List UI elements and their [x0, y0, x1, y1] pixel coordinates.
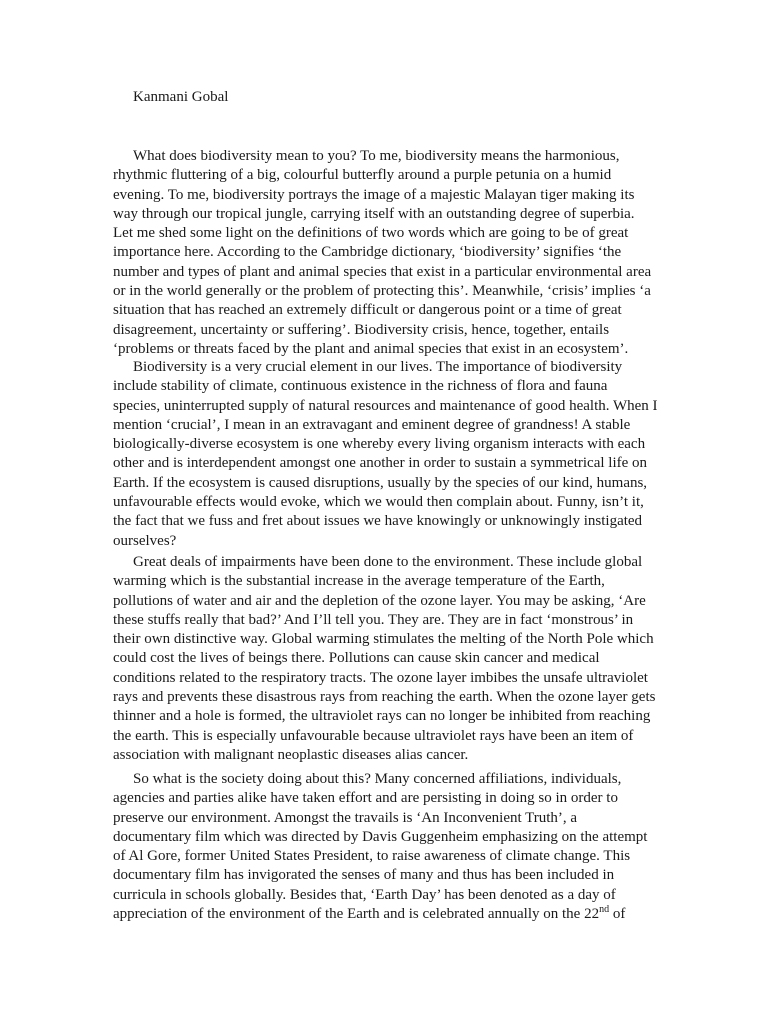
ordinal-superscript: nd [599, 904, 610, 916]
paragraph-definitions: What does biodiversity mean to you? To me, biodiversity means the harmonious, rhythmic fluttering of a big, colourful butterfly around a purple petunia on a humid evening. To me, biodiversity portrays the image of a majestic Malayan tiger making its way through our tropical jungle, carrying itself with an outstanding degree of superbia. Let me shed some light on the definitions of two words which are going to be of great importance here. According to the Cambridge dictionary, ‘biodiversity’ signifies ‘the number and types of plant and animal species that exist in a particular environmental area or in the world generally or the problem of protecting this’. Meanwhile, ‘crisis’ implies ‘a situation that has reached an extremely difficult or dangerous point or a time of great disagreement, uncertainty or suffering’. Biodiversity crisis, hence, together, entails ‘problems or threats faced by the plant and animal species that exist in an ecosystem’. [113, 148, 652, 357]
paragraph-society-efforts [113, 770, 658, 924]
author-name: Kanmani Gobal [133, 89, 229, 105]
paragraph-society-efforts-tail: of [609, 906, 626, 923]
paragraph-impairments: Great deals of impairments have been done to the environment. These include global warming which is the substantial increase in the average temperature of the Earth, pollutions of water and air and the depletion of the ozone layer. You may be asking, ‘Are these stuffs really that bad?’ And I’ll tell you. They are. They are in fact ‘monstrous’ in their own distinctive way. Global warming stimulates the melting of the North Pole which could cost the lives of beings there. Pollutions can cause skin cancer and medical conditions related to the respiratory tracts. The ozone layer imbibes the unsafe ultraviolet rays and prevents these disastrous rays from reaching the earth. When the ozone layer gets thinner and a hole is formed, the ultraviolet rays can no longer be inhibited from reaching the earth. This is especially unfavourable because ultraviolet rays have been an item of association with malignant neoplastic diseases alias cancer. [113, 554, 656, 763]
paragraph-importance: Biodiversity is a very crucial element in our lives. The importance of biodiversity include stability of climate, continuous existence in the richness of flora and fauna species, uninterrupted supply of natural resources and maintenance of good health. When I mention ‘crucial’, I mean in an extravagant and eminent degree of grandness! A stable biologically-diverse ecosystem is one whereby every living organism interacts with each other and is interdependent amongst one another in order to sustain a symmetrical life on Earth. If the ecosystem is caused disruptions, usually by the species of our kind, humans, unfavourable effects would evoke, which we would then complain about. Funny, isn’t it, the fact that we fuss and fret about issues we have knowingly or unknowingly instigated ourselves? [113, 359, 658, 549]
paragraph-society-efforts-text: So what is the society doing about this? Many concerned affiliations, individuals, agencies and parties alike have taken effort and are persisting in doing so in order to preserve our environment. Amongst the travails is ‘An Inconvenient Truth’, a documentary film which was directed by Davis Guggenheim emphasizing on the attempt of Al Gore, former United States President, to raise awareness of climate change. This documentary film has invigorated the senses of many and thus has been included in curricula in schools globally. Besides that, ‘Earth Day’ has been denoted as a day of appreciation of the environment of the Earth and is celebrated annually on the 22 [113, 771, 648, 923]
